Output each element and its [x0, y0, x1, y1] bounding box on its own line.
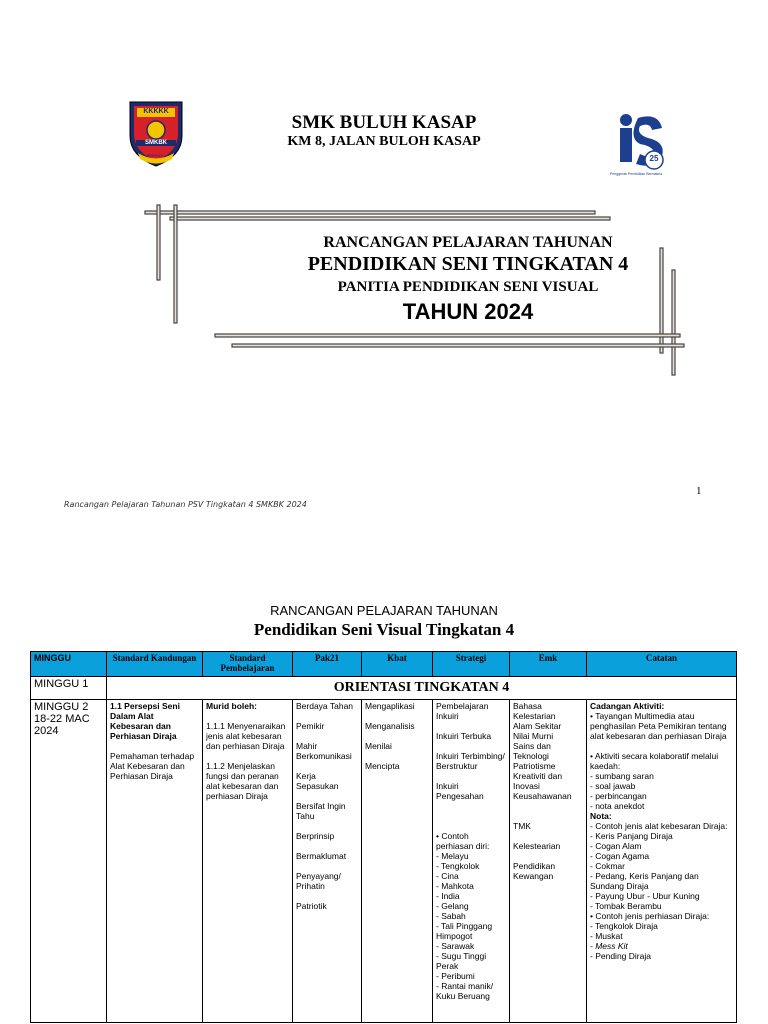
sk-body: Pemahaman terhadap Alat Kebesaran dan Perhiasan Diraja: [110, 751, 195, 781]
emk-item: Bahasa: [513, 701, 542, 711]
lesson-plan-table: [30, 651, 737, 1023]
list-item: - India: [436, 891, 506, 901]
list-item: - Cokmar: [590, 861, 733, 871]
kbat-item: Mengaplikasi: [365, 701, 415, 711]
strategi-item: Inkuiri Pengesahan: [436, 781, 484, 801]
standard-kandungan-cell: [107, 700, 203, 1023]
strategi-item: Inkuiri Terbuka: [436, 731, 492, 741]
strategi-example-title: • Contoh perhiasan diri:: [436, 831, 506, 851]
catatan-title: Cadangan Aktiviti:: [590, 701, 665, 711]
school-address: KM 8, JALAN BULOH KASAP: [287, 134, 481, 149]
decorative-frame: [0, 0, 768, 400]
emk-item: Keusahawanan: [513, 791, 572, 801]
list-item: - Tali Pinggang Himpogot: [436, 921, 506, 941]
week-label: MINGGU 2: [34, 701, 89, 713]
strategi-item: Pembelajaran Inkuiri: [436, 701, 489, 721]
list-item: - Tengkolok: [436, 861, 506, 871]
strategi-cell: [433, 700, 510, 1023]
list-item: - Keris Panjang Diraja: [590, 831, 733, 841]
list-item: - Pedang, Keris Panjang dan Sundang Diraja: [590, 871, 733, 891]
list-item: - Cogan Agama: [590, 851, 733, 861]
list-item: - perbincangan: [590, 791, 733, 801]
list-item: - Cina: [436, 871, 506, 881]
plan-title: RANCANGAN PELAJARAN TAHUNAN: [323, 234, 613, 251]
table-row: [31, 700, 737, 1023]
list-item: - Rantai manik/ Kuku Beruang: [436, 981, 506, 1001]
plan-year: TAHUN 2024: [402, 299, 534, 324]
crest-text-mid: SMKBK: [145, 140, 167, 146]
school-name: SMK BULUH KASAP: [291, 112, 477, 133]
list-item: - Mess Kit: [590, 941, 733, 951]
sp-item-1: 1.1.1 Menyenaraikan jenis alat kebesaran dan perhiasan Diraja: [206, 721, 286, 751]
list-item: - Melayu: [436, 851, 506, 861]
kbat-item: Mencipta: [365, 761, 400, 771]
emk-item: Patriotisme: [513, 761, 556, 771]
kbat-cell: [362, 700, 433, 1023]
crest-text-top: KKKKK: [143, 108, 169, 115]
list-item: - nota anekdot: [590, 801, 733, 811]
list-item: - Sugu Tinggi Perak: [436, 951, 506, 971]
list-item: - Peribumi: [436, 971, 506, 981]
header-kbat: Kbat: [362, 652, 433, 677]
sp-title: Murid boleh:: [206, 701, 257, 711]
list-item: - Mahkota: [436, 881, 506, 891]
section-subtitle: Pendidikan Seni Visual Tingkatan 4: [253, 620, 515, 639]
pak21-item: Berprinsip: [296, 831, 335, 841]
section-title: RANCANGAN PELAJARAN TAHUNAN: [270, 603, 498, 618]
catatan-cell: [587, 700, 737, 1023]
list-item: - Sarawak: [436, 941, 506, 951]
strategi-example-list: [436, 851, 506, 1001]
list-item: - Tengkolok Diraja: [590, 921, 733, 931]
catatan-bullet: • Tayangan Multimedia atau penghasilan Peta Pemikiran tentang alat kebesaran dan perhiasan Diraja: [590, 711, 733, 741]
list-item: - soal jawab: [590, 781, 733, 791]
agency-logo-number: 25: [649, 154, 659, 163]
list-item: - sumbang saran: [590, 771, 733, 781]
table-row: [31, 677, 737, 700]
pak21-item: Mahir Berkomunikasi: [296, 741, 352, 761]
footer-note: Rancangan Pelajaran Tahunan PSV Tingkatan 4 SMKBK 2024: [64, 500, 307, 509]
nota-list: [590, 831, 733, 911]
list-item: - Payung Ubur - Ubur Kuning: [590, 891, 733, 901]
kbat-item: Menganalisis: [365, 721, 415, 731]
list-item: - Muskat: [590, 931, 733, 941]
list-item: - Cogan Alam: [590, 841, 733, 851]
table-header-row: [31, 652, 737, 677]
emk-item: TMK: [513, 821, 531, 831]
emk-item: Sains dan Teknologi: [513, 741, 551, 761]
nota-list-2: [590, 921, 733, 961]
week-dates: 18-22 MAC: [34, 713, 90, 725]
nota-heading: • Contoh jenis perhiasan Diraja:: [590, 911, 733, 921]
strategi-item: Inkuiri Terbimbing/ Berstruktur: [436, 751, 505, 771]
orientation-cell: ORIENTASI TINGKATAN 4: [107, 677, 737, 700]
plan-subject: PENDIDIKAN SENI TINGKATAN 4: [307, 253, 629, 275]
header-strategi: Strategi: [433, 652, 510, 677]
pak21-item: Bermaklumat: [296, 851, 347, 861]
week-year: 2024: [34, 725, 59, 737]
sp-item-2: 1.1.2 Menjelaskan fungsi dan peranan alat kebesaran dan perhiasan Diraja: [206, 761, 279, 801]
list-item: - Tombak Berambu: [590, 901, 733, 911]
header-minggu: MINGGU: [31, 652, 107, 677]
emk-item: Kreativiti dan Inovasi: [513, 771, 563, 791]
emk-item: Alam Sekitar: [513, 721, 562, 731]
page-number: 1: [696, 485, 702, 497]
list-item: - Sabah: [436, 911, 506, 921]
list-item: - Gelang: [436, 901, 506, 911]
pak21-item: Kerja Sepasukan: [296, 771, 339, 791]
catatan-method-list: [590, 771, 733, 811]
standard-pembelajaran-cell: [203, 700, 293, 1023]
pak21-item: Berdaya Tahan: [296, 701, 354, 711]
header-standard-pembelajaran: Standard Pembelajaran: [203, 652, 293, 677]
emk-item: Nilai Murni: [513, 731, 554, 741]
header-standard-kandungan: Standard Kandungan: [107, 652, 203, 677]
catatan-bullet: • Aktiviti secara kolaboratif melalui kaedah:: [590, 751, 733, 771]
kbat-item: Menilai: [365, 741, 392, 751]
pak21-item: Penyayang/ Prihatin: [296, 871, 341, 891]
sk-title: 1.1 Persepsi Seni Dalam Alat Kebesaran dan Perhiasan Diraja: [110, 701, 180, 741]
agency-logo-caption: Penggerak Pendidikan Bermakna: [610, 172, 663, 176]
emk-item: Kelestearian: [513, 841, 561, 851]
emk-cell: [510, 700, 587, 1023]
header-catatan: Catatan: [587, 652, 737, 677]
crest-text-ribbon: BERSATU: [146, 153, 166, 158]
emk-item: Pendidikan Kewangan: [513, 861, 556, 881]
header-pak21: Pak21: [293, 652, 362, 677]
nota-title: Nota:: [590, 811, 612, 821]
list-item: - Pending Diraja: [590, 951, 733, 961]
week-cell: MINGGU 1: [31, 677, 107, 700]
pak21-item: Bersifat Ingin Tahu: [296, 801, 346, 821]
week-cell: [31, 700, 107, 1023]
pak21-item: Patriotik: [296, 901, 327, 911]
nota-heading: - Contoh jenis alat kebesaran Diraja:: [590, 821, 733, 831]
pak21-cell: [293, 700, 362, 1023]
header-emk: Emk: [510, 652, 587, 677]
plan-panel: PANITIA PENDIDIKAN SENI VISUAL: [337, 279, 599, 295]
emk-item: Kelestarian: [513, 711, 556, 721]
pak21-item: Pemikir: [296, 721, 325, 731]
